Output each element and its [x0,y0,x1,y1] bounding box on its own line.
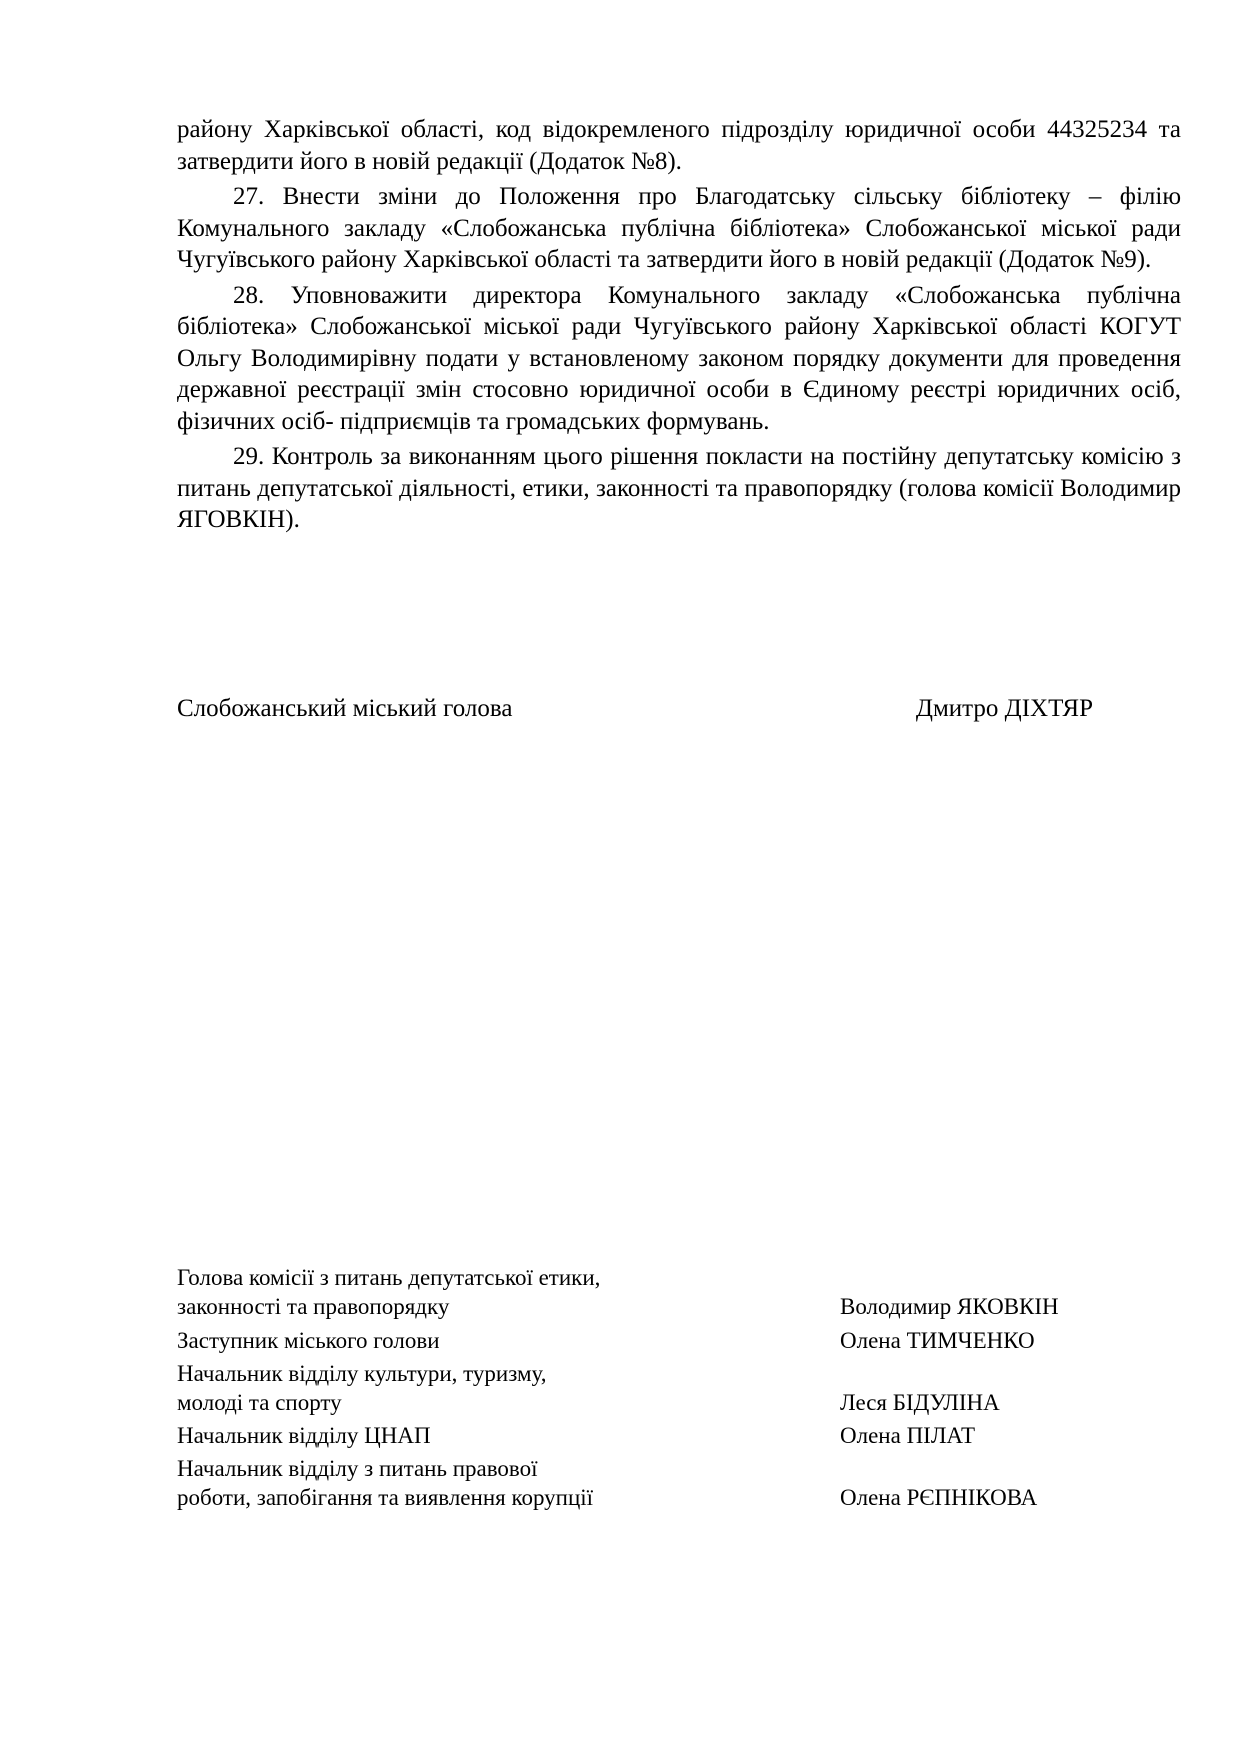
paragraph-item-29: 29. Контроль за виконанням цього рішення покласти на постійну депутатську комісію з питань депутатської діяльності, етики, законності та правопорядку (голова комісії Володимир ЯГОВКІН). [177,443,1181,533]
approval-row [177,1359,1077,1417]
approval-row [177,1454,1077,1512]
approval-position: Начальник відділу ЦНАП [177,1423,431,1448]
decision-body [177,114,1181,540]
signatory-name: Дмитро ДІХТЯР [915,695,1093,722]
approval-position: Начальник відділу культури, туризму, молоді та спорту [177,1361,547,1415]
approval-name: Леся БІДУЛІНА [840,1390,1000,1415]
signatory-title: Слобожанський міський голова [177,695,513,722]
approval-name: Володимир ЯКОВКІН [840,1294,1059,1319]
approval-row [177,1421,1077,1450]
paragraph-item-28: 28. Уповноважити директора Комунального закладу «Слобожанська публічна бібліотека» Слобожанської міської ради Чугуївського району Харківської області КОГУТ Ольгу Володимирівну подати у встановленому законом порядку документи для проведення державної реєстрації змін стосовно юридичної особи в Єдиному реєстрі юридичних осіб, фізичних осіб- підприємців та громадських формувань. [177,281,1181,435]
paragraph-continuation: району Харківської області, код відокремленого підрозділу юридичної особи 44325234 та затвердити його в новій редакції (Додаток №8). [177,116,1181,175]
approval-name: Олена РЄПНІКОВА [840,1485,1038,1510]
approval-position: Голова комісії з питань депутатської етики, законності та правопорядку [177,1265,601,1319]
paragraph-item-27: 27. Внести зміни до Положення про Благодатську сільську бібліотеку – філію Комунального закладу «Слобожанська публічна бібліотека» Слобожанської міської ради Чугуївського району Харківської області та затвердити його в новій редакції (Додаток №9). [177,183,1181,273]
approval-name: Олена ТИМЧЕНКО [840,1328,1035,1353]
approval-position: Заступник міського голови [177,1328,440,1353]
approval-position: Начальник відділу з питань правової роботи, запобігання та виявлення корупції [177,1456,594,1510]
approval-row [177,1326,1077,1355]
approval-name: Олена ПІЛАТ [840,1423,976,1448]
approval-row [177,1263,1077,1321]
approval-list [177,1263,1077,1512]
